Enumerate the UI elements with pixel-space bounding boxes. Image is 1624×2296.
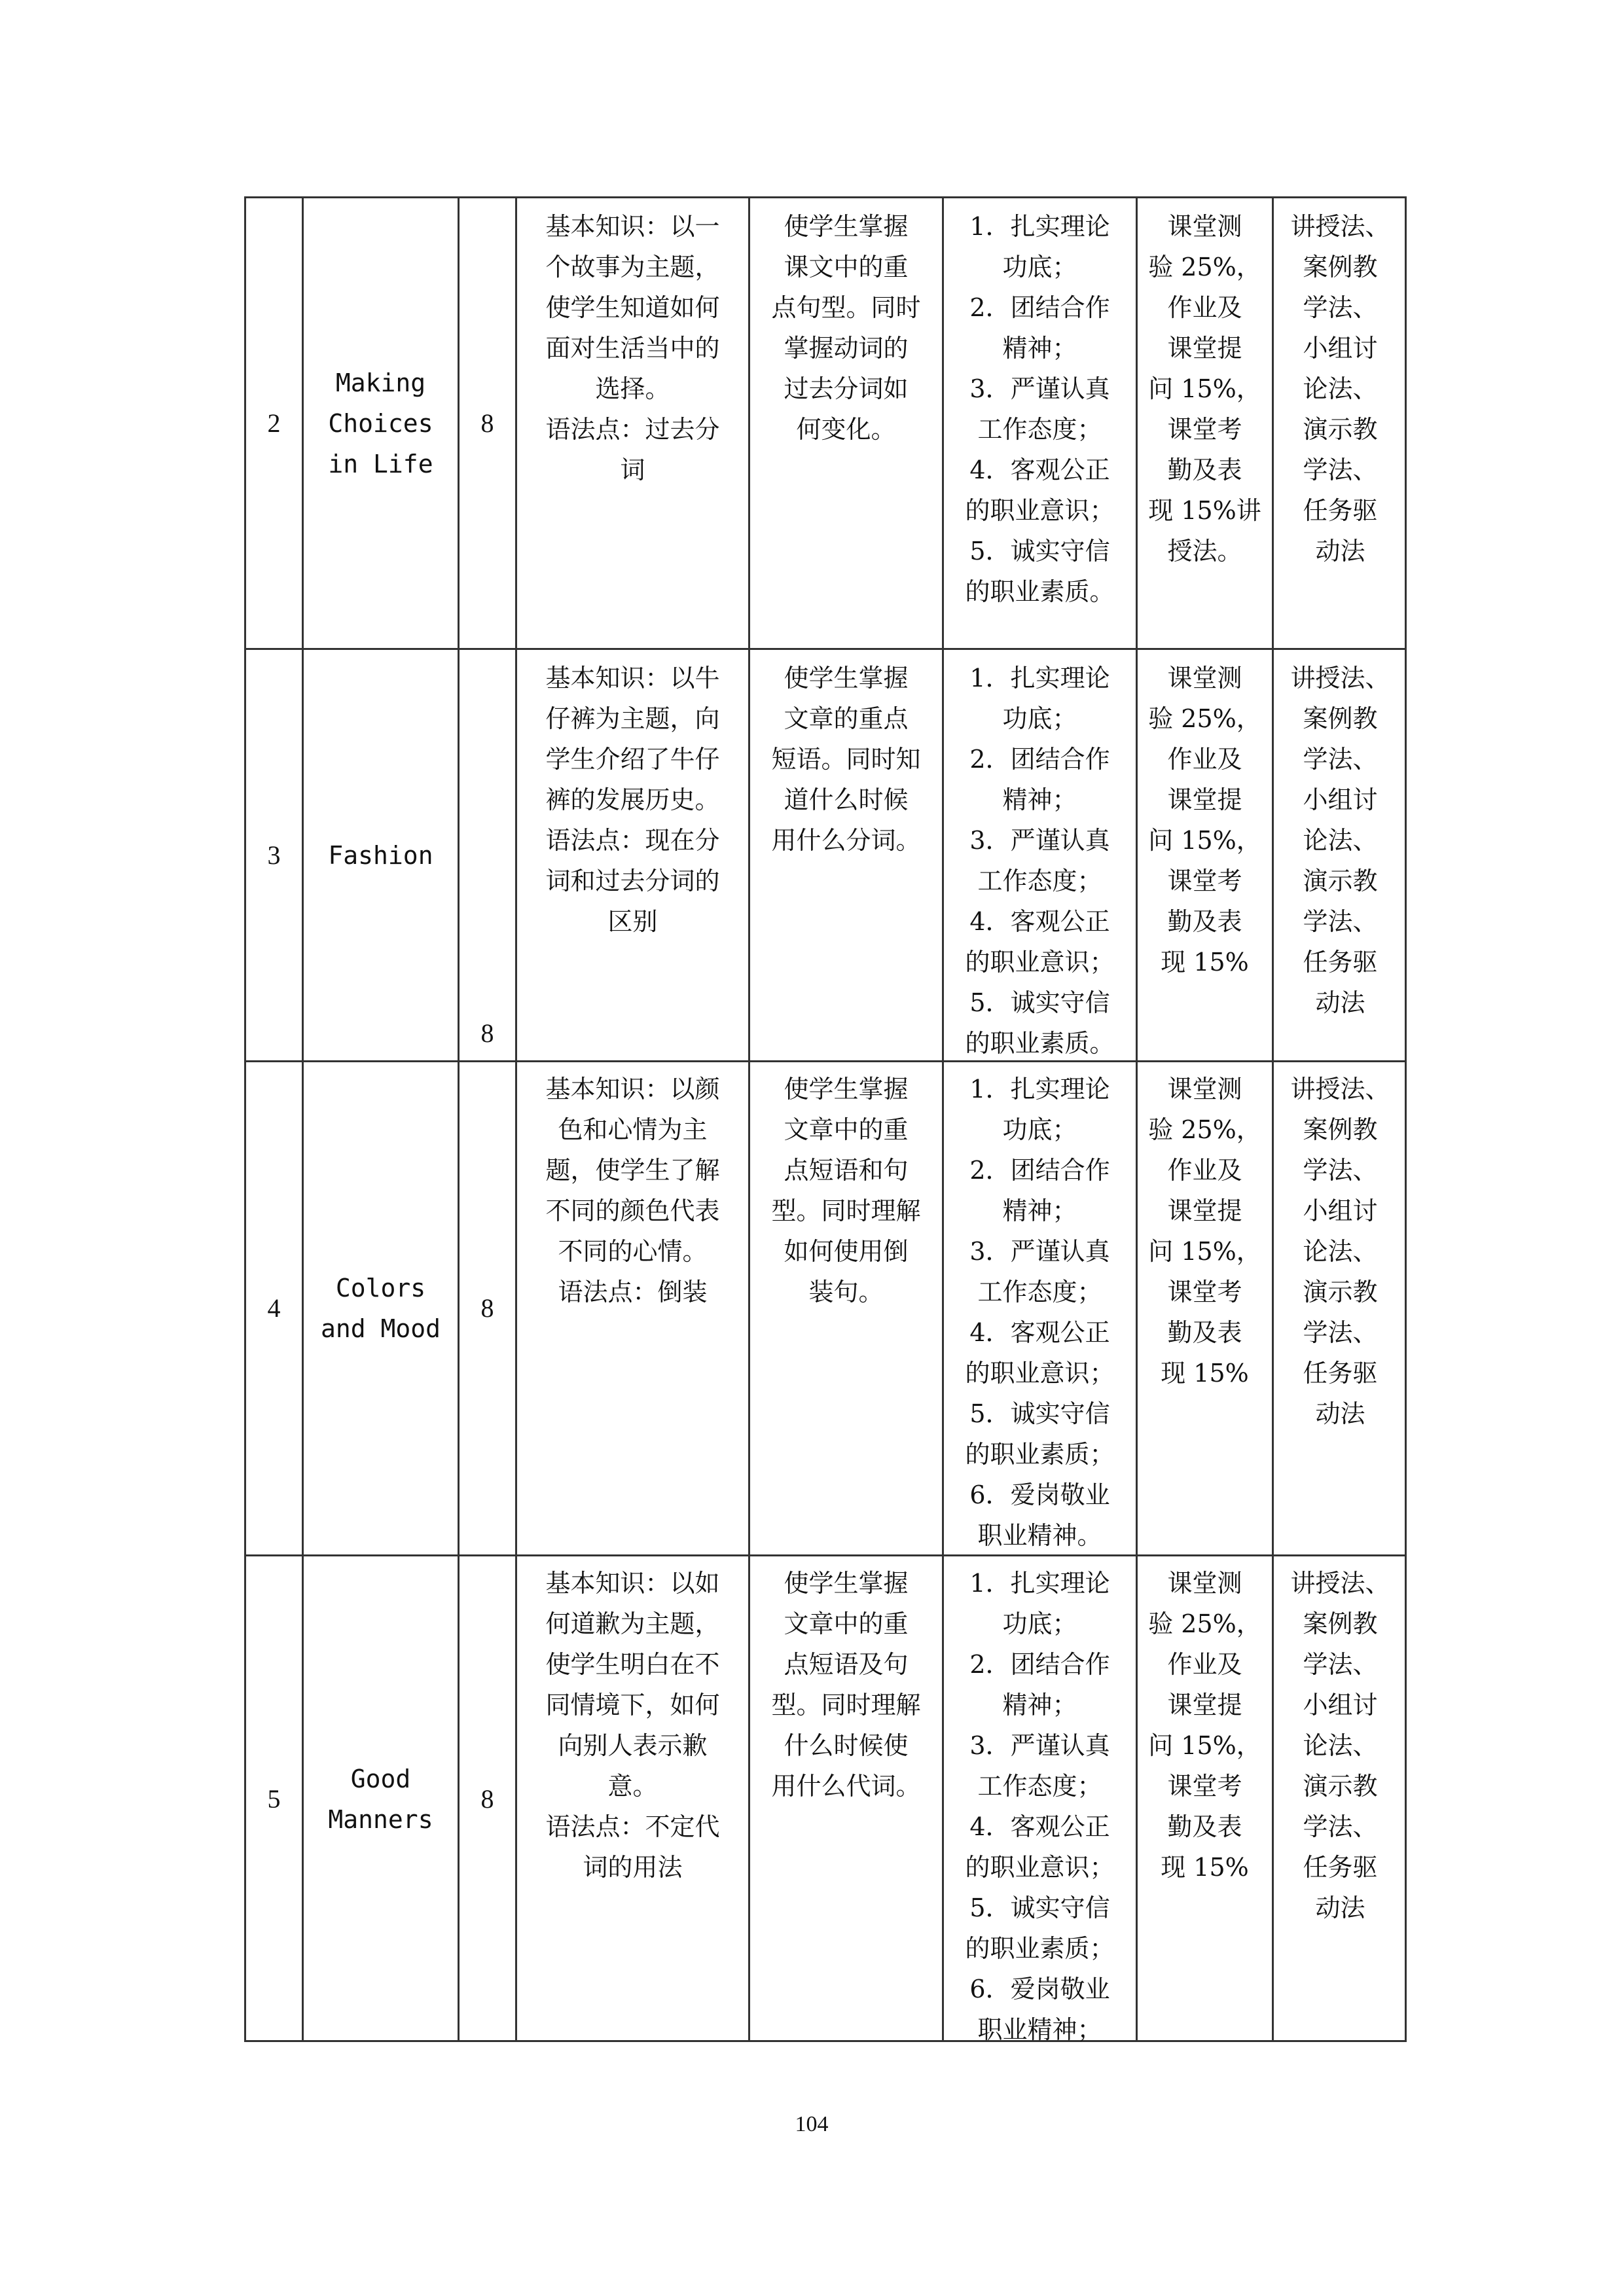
ideology-goals-line: 精神； xyxy=(1002,1691,1077,1719)
assessment-line: 勤及表 xyxy=(1167,456,1242,484)
content-line: 语法点：现在分 xyxy=(545,826,720,855)
content-line: 词和过去分词的 xyxy=(545,867,720,895)
ideology-goals-line: 的职业素质； xyxy=(965,1934,1115,1963)
content-line: 基本知识：以如 xyxy=(545,1569,720,1598)
ideology-goals-line: 4．客观公正 xyxy=(969,456,1110,484)
teaching-method-line: 小组讨 xyxy=(1303,785,1378,814)
teaching-method-line: 学法、 xyxy=(1303,1156,1378,1185)
ideology-goals-line: 工作态度； xyxy=(977,1772,1102,1801)
content-line: 基本知识：以一 xyxy=(545,212,720,241)
teaching-method-line: 小组讨 xyxy=(1303,1196,1378,1225)
assessment-line: 勤及表 xyxy=(1167,1318,1242,1347)
unit-title-line: Colors xyxy=(335,1274,426,1302)
hours-cell xyxy=(460,1556,515,2042)
content-cell xyxy=(517,1556,748,2042)
assessment-line: 作业及 xyxy=(1167,1650,1242,1679)
ideology-goals-cell xyxy=(944,1062,1136,1554)
teaching-method-line: 讲授法、 xyxy=(1290,1075,1390,1103)
objective-line: 使学生掌握 xyxy=(784,1569,909,1598)
assessment-line: 作业及 xyxy=(1167,745,1242,774)
teaching-method-cell xyxy=(1274,1556,1407,2042)
teaching-method-line: 案例教 xyxy=(1303,253,1378,281)
content-line: 基本知识：以颜 xyxy=(545,1075,720,1103)
teaching-method-line: 演示教 xyxy=(1303,867,1378,895)
ideology-goals-cell xyxy=(944,650,1136,1060)
content-line: 个故事为主题， xyxy=(545,253,720,281)
ideology-goals-line: 2．团结合作 xyxy=(969,745,1110,774)
ideology-goals-line: 1．扎实理论 xyxy=(969,212,1110,241)
objective-line: 点句型。同时 xyxy=(771,293,921,322)
row-number-cell xyxy=(246,650,302,1060)
content-line: 仔裤为主题，向 xyxy=(545,704,720,733)
unit-title-line: Good xyxy=(350,1765,411,1793)
unit-title-cell xyxy=(304,1062,458,1554)
content-line: 题，使学生了解 xyxy=(545,1156,720,1185)
assessment-line: 课堂提 xyxy=(1167,1691,1242,1719)
course-table xyxy=(244,196,1407,2042)
objective-line: 文章中的重 xyxy=(784,1115,909,1144)
teaching-method-line: 案例教 xyxy=(1303,704,1378,733)
objective-line: 课文中的重 xyxy=(784,253,909,281)
hours-line: 8 xyxy=(480,408,494,438)
teaching-method-line: 论法、 xyxy=(1303,826,1378,855)
row-number-cell xyxy=(246,198,302,648)
ideology-goals-line: 工作态度； xyxy=(977,415,1102,444)
teaching-method-line: 任务驱 xyxy=(1303,496,1378,525)
ideology-goals-line: 5．诚实守信 xyxy=(969,1893,1110,1922)
content-line: 使学生明白在不 xyxy=(545,1650,720,1679)
row-number-line: 2 xyxy=(267,408,281,438)
content-line: 学生介绍了牛仔 xyxy=(545,745,720,774)
content-line: 面对生活当中的 xyxy=(545,334,720,363)
teaching-method-line: 讲授法、 xyxy=(1290,664,1390,692)
teaching-method-line: 学法、 xyxy=(1303,745,1378,774)
ideology-goals-line: 2．团结合作 xyxy=(969,1650,1110,1679)
teaching-method-line: 学法、 xyxy=(1303,1812,1378,1841)
teaching-method-line: 讲授法、 xyxy=(1290,1569,1390,1598)
assessment-line: 验 25%， xyxy=(1148,1115,1261,1144)
content-line: 使学生知道如何 xyxy=(545,293,720,322)
teaching-method-line: 动法 xyxy=(1315,537,1365,565)
content-line: 色和心情为主 xyxy=(558,1115,708,1144)
ideology-goals-cell xyxy=(944,198,1136,648)
assessment-line: 勤及表 xyxy=(1167,907,1242,936)
objective-line: 用什么代词。 xyxy=(771,1772,921,1801)
teaching-method-line: 讲授法、 xyxy=(1290,212,1390,241)
objective-line: 道什么时候 xyxy=(784,785,909,814)
assessment-line: 课堂测 xyxy=(1167,1075,1242,1103)
assessment-line: 问 15%， xyxy=(1148,1237,1261,1266)
content-line: 词的用法 xyxy=(583,1853,683,1882)
teaching-method-line: 案例教 xyxy=(1303,1609,1378,1638)
assessment-line: 课堂测 xyxy=(1167,664,1242,692)
ideology-goals-line: 5．诚实守信 xyxy=(969,988,1110,1017)
ideology-goals-line: 功底； xyxy=(1002,1115,1077,1144)
teaching-method-line: 学法、 xyxy=(1303,1650,1378,1679)
assessment-line: 验 25%， xyxy=(1148,253,1261,281)
objective-line: 掌握动词的 xyxy=(784,334,909,363)
ideology-goals-line: 精神； xyxy=(1002,334,1077,363)
unit-title-cell xyxy=(304,1556,458,2042)
objective-line: 如何使用倒 xyxy=(784,1237,909,1266)
unit-title-line: Choices xyxy=(328,408,433,438)
ideology-goals-line: 3．严谨认真 xyxy=(969,1731,1110,1760)
teaching-method-line: 演示教 xyxy=(1303,415,1378,444)
unit-title-line: Fashion xyxy=(328,840,433,870)
ideology-goals-line: 4．客观公正 xyxy=(969,1812,1110,1841)
ideology-goals-line: 精神； xyxy=(1002,785,1077,814)
content-line: 不同的心情。 xyxy=(558,1237,708,1266)
ideology-goals-line: 工作态度； xyxy=(977,1278,1102,1306)
ideology-goals-line: 的职业意识； xyxy=(965,496,1115,525)
hours-cell xyxy=(460,1062,515,1554)
assessment-line: 问 15%， xyxy=(1148,1731,1261,1760)
teaching-method-cell xyxy=(1274,1062,1407,1554)
ideology-goals-line: 的职业素质。 xyxy=(965,1029,1115,1058)
content-line: 意。 xyxy=(607,1772,658,1801)
teaching-method-line: 动法 xyxy=(1315,988,1365,1017)
ideology-goals-line: 3．严谨认真 xyxy=(969,374,1110,403)
unit-title-cell xyxy=(304,650,458,1060)
assessment-line: 课堂考 xyxy=(1167,1278,1242,1306)
ideology-goals-line: 的职业素质。 xyxy=(965,577,1115,606)
objective-line: 短语。同时知 xyxy=(771,745,921,774)
assessment-line: 课堂测 xyxy=(1167,212,1242,241)
assessment-line: 课堂提 xyxy=(1167,785,1242,814)
ideology-goals-line: 职业精神； xyxy=(977,2015,1102,2044)
ideology-goals-line: 的职业意识； xyxy=(965,948,1115,977)
teaching-method-line: 动法 xyxy=(1315,1399,1365,1428)
objective-line: 型。同时理解 xyxy=(771,1691,921,1719)
unit-title-line: Manners xyxy=(328,1805,433,1834)
teaching-method-line: 小组讨 xyxy=(1303,334,1378,363)
objective-line: 过去分词如 xyxy=(784,374,909,403)
objective-line: 使学生掌握 xyxy=(784,1075,909,1103)
ideology-goals-line: 工作态度； xyxy=(977,867,1102,895)
content-line: 裤的发展历史。 xyxy=(545,785,720,814)
objective-line: 型。同时理解 xyxy=(771,1196,921,1225)
content-line: 向别人表示歉 xyxy=(558,1731,708,1760)
assessment-cell xyxy=(1138,198,1272,648)
content-line: 何道歉为主题， xyxy=(545,1609,720,1638)
teaching-method-cell xyxy=(1274,650,1407,1060)
ideology-goals-line: 6．爱岗敬业 xyxy=(969,1480,1110,1509)
ideology-goals-line: 3．严谨认真 xyxy=(969,826,1110,855)
hours-cell xyxy=(460,650,515,1060)
content-line: 区别 xyxy=(607,907,658,936)
ideology-goals-line: 职业精神。 xyxy=(977,1521,1102,1550)
ideology-goals-line: 功底； xyxy=(1002,253,1077,281)
unit-title-line: in Life xyxy=(328,449,433,478)
teaching-method-line: 任务驱 xyxy=(1303,1853,1378,1882)
ideology-goals-line: 的职业意识； xyxy=(965,1359,1115,1388)
row-number-line: 4 xyxy=(267,1293,281,1323)
hours-line: 8 xyxy=(480,1293,494,1323)
ideology-goals-line: 的职业素质； xyxy=(965,1440,1115,1469)
teaching-method-line: 演示教 xyxy=(1303,1278,1378,1306)
assessment-line: 验 25%， xyxy=(1148,704,1261,733)
objective-line: 使学生掌握 xyxy=(784,212,909,241)
content-cell xyxy=(517,198,748,648)
teaching-method-line: 案例教 xyxy=(1303,1115,1378,1144)
row-number-cell xyxy=(246,1062,302,1554)
teaching-method-line: 动法 xyxy=(1315,1893,1365,1922)
row-number-line: 5 xyxy=(267,1784,281,1814)
ideology-goals-line: 6．爱岗敬业 xyxy=(969,1975,1110,2003)
hours-cell xyxy=(460,198,515,648)
teaching-method-line: 学法、 xyxy=(1303,456,1378,484)
assessment-cell xyxy=(1138,1062,1272,1554)
ideology-goals-line: 功底； xyxy=(1002,1609,1077,1638)
objective-cell xyxy=(750,198,942,648)
assessment-line: 课堂考 xyxy=(1167,415,1242,444)
row-number-cell xyxy=(246,1556,302,2042)
teaching-method-line: 论法、 xyxy=(1303,374,1378,403)
content-line: 词 xyxy=(620,456,645,484)
assessment-cell xyxy=(1138,650,1272,1060)
ideology-goals-line: 4．客观公正 xyxy=(969,907,1110,936)
assessment-line: 课堂提 xyxy=(1167,1196,1242,1225)
content-line: 不同的颜色代表 xyxy=(545,1196,720,1225)
content-line: 语法点：过去分 xyxy=(545,415,720,444)
assessment-line: 勤及表 xyxy=(1167,1812,1242,1841)
ideology-goals-cell xyxy=(944,1556,1136,2042)
objective-line: 用什么分词。 xyxy=(771,826,921,855)
objective-cell xyxy=(750,650,942,1060)
page-number: 104 xyxy=(795,2112,829,2136)
hours-line: 8 xyxy=(480,1784,494,1814)
assessment-line: 课堂考 xyxy=(1167,867,1242,895)
content-line: 同情境下，如何 xyxy=(545,1691,720,1719)
content-cell xyxy=(517,650,748,1060)
content-line: 选择。 xyxy=(595,374,670,403)
ideology-goals-line: 精神； xyxy=(1002,1196,1077,1225)
ideology-goals-line: 5．诚实守信 xyxy=(969,537,1110,565)
ideology-goals-line: 功底； xyxy=(1002,704,1077,733)
teaching-method-line: 学法、 xyxy=(1303,1318,1378,1347)
content-line: 语法点：倒装 xyxy=(558,1278,708,1306)
teaching-method-line: 论法、 xyxy=(1303,1237,1378,1266)
teaching-method-line: 任务驱 xyxy=(1303,1359,1378,1388)
ideology-goals-line: 1．扎实理论 xyxy=(969,1075,1110,1103)
assessment-line: 问 15%， xyxy=(1148,826,1261,855)
ideology-goals-line: 4．客观公正 xyxy=(969,1318,1110,1347)
assessment-line: 现 15% xyxy=(1161,1359,1249,1388)
teaching-method-line: 学法、 xyxy=(1303,293,1378,322)
row-number-line: 3 xyxy=(267,840,281,870)
ideology-goals-line: 2．团结合作 xyxy=(969,1156,1110,1185)
objective-line: 什么时候使 xyxy=(784,1731,909,1760)
assessment-line: 验 25%， xyxy=(1148,1609,1261,1638)
teaching-method-line: 任务驱 xyxy=(1303,948,1378,977)
ideology-goals-line: 5．诚实守信 xyxy=(969,1399,1110,1428)
teaching-method-line: 小组讨 xyxy=(1303,1691,1378,1719)
assessment-line: 课堂测 xyxy=(1167,1569,1242,1598)
teaching-method-line: 论法、 xyxy=(1303,1731,1378,1760)
ideology-goals-line: 1．扎实理论 xyxy=(969,664,1110,692)
unit-title-line: and Mood xyxy=(320,1314,441,1343)
ideology-goals-line: 3．严谨认真 xyxy=(969,1237,1110,1266)
unit-title-line: Making xyxy=(335,368,426,397)
assessment-line: 问 15%， xyxy=(1148,374,1261,403)
objective-line: 点短语及句 xyxy=(784,1650,909,1679)
objective-line: 使学生掌握 xyxy=(784,664,909,692)
teaching-method-cell xyxy=(1274,198,1407,648)
ideology-goals-line: 1．扎实理论 xyxy=(969,1569,1110,1598)
assessment-line: 授法。 xyxy=(1167,537,1242,565)
assessment-line: 现 15%讲 xyxy=(1148,496,1261,525)
assessment-line: 作业及 xyxy=(1167,293,1242,322)
ideology-goals-line: 的职业意识； xyxy=(965,1853,1115,1882)
objective-cell xyxy=(750,1556,942,2042)
assessment-line: 现 15% xyxy=(1161,1853,1249,1882)
assessment-line: 课堂提 xyxy=(1167,334,1242,363)
unit-title-cell xyxy=(304,198,458,648)
objective-line: 文章的重点 xyxy=(784,704,909,733)
ideology-goals-line: 2．团结合作 xyxy=(969,293,1110,322)
objective-line: 点短语和句 xyxy=(784,1156,909,1185)
content-cell xyxy=(517,1062,748,1554)
content-line: 基本知识：以牛 xyxy=(545,664,720,692)
objective-line: 装句。 xyxy=(808,1278,884,1306)
assessment-line: 课堂考 xyxy=(1167,1772,1242,1801)
teaching-method-line: 演示教 xyxy=(1303,1772,1378,1801)
assessment-line: 现 15% xyxy=(1161,948,1249,977)
assessment-cell xyxy=(1138,1556,1272,2042)
content-line: 语法点：不定代 xyxy=(545,1812,720,1841)
objective-cell xyxy=(750,1062,942,1554)
teaching-method-line: 学法、 xyxy=(1303,907,1378,936)
assessment-line: 作业及 xyxy=(1167,1156,1242,1185)
objective-line: 何变化。 xyxy=(796,415,896,444)
objective-line: 文章中的重 xyxy=(784,1609,909,1638)
hours-line: 8 xyxy=(480,1018,494,1048)
